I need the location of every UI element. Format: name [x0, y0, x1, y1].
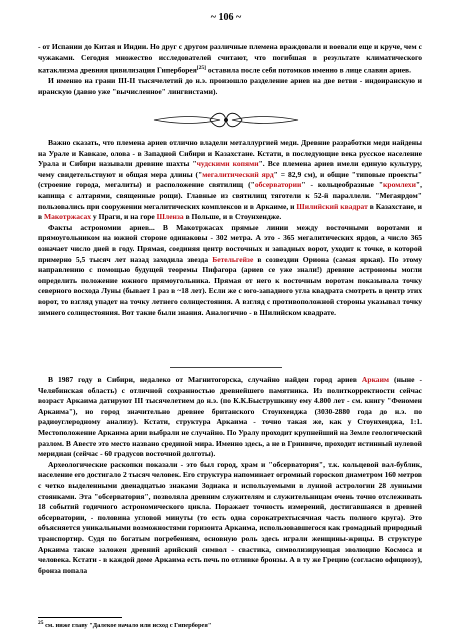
footnote-rule: [38, 617, 122, 618]
intro-block: [38, 42, 422, 97]
footnote-text: см. ниже главу "Далекое начало или исход с Гиперборея": [43, 622, 212, 630]
paragraph-astronomy: [38, 223, 422, 318]
highlighted-term: кромлехи: [383, 180, 416, 190]
text-run: Археологические раскопки показали - это был город, храм и "обсерватория", т.к. кольцевой вал-бублик, население его достигало 2 тысяч человек. Его структура напоминает огромный гороскоп диаметром 160 метров с четко выделенными двенадцатью знаками Зодиака и используемыми в лунной астрологии 28 лунными стоянками. Эта "обсерватория", позволяла древним служителям и служительницам очень точно отслеживать 18 событий годичного астрономического цикла. Поражает точность измерений, достигавшаяся в древней обсерватории, - половина угловой минуты (то есть одна сорокатрехтысячная часть полного круга). Это объясняется уникальными возможностями горизонта Аркаима, использовавшегося как громадный природный транспортир. Судя по богатым погребениям, основную роль здесь играли женщины-жрицы. В структуре Аркаима также заложен древний арийский символ - свастика, символизирующая эволюцию Космоса и человека. Кстати - в каждой доме Аркаима есть печь по отливке бронзы. А в ту же Грецию (согласно официозу), бронза попала: [38, 459, 422, 575]
section-separator: [170, 367, 282, 368]
paragraph-metallurgy: [38, 138, 422, 223]
text-run: Факты астрономии ариев... В Макотржасах прямые линии между восточными воротами и прямоугольником на южной стороне одинаковы - 302 метра. А это - 365 мегалитических ярдов, а число 365 означает число дней в году. Прямая, соединяя центр восточных и западных ворот, уходит к точке, в которой примерно 5,5 тысяч лет назад заходила звезда: [38, 222, 422, 264]
text-run: ". Все племена ариев имели единую культуру, чему свидетельствуют и общая мера длины (": [38, 159, 422, 179]
highlighted-term: обсерватории: [254, 180, 302, 190]
intro-paragraph-2: И именно на грани III-II тысячелетий до н.э. произошло разделение ариев на две ветви - индоиранскую и иранскую (давно уже "вычисленное" лингвистами).: [38, 76, 422, 96]
main-block: [38, 138, 422, 318]
text-run: у Праги, и на горе: [91, 212, 157, 222]
highlighted-term: мегалитический ярд: [202, 169, 274, 179]
text-run: в созвездии Ориона (самая яркая). По этому направлению с помощью будущей теоремы Пифагора (ариев се уже знали!) древние астрономы могли определить положение южного прямоугольника. Прямая от него к восточным воротам показывала точку северного восхода Луны (бывает 1 раз в ~18 лет). Если же с юго-западного угла квадрата смотреть в центр этих ворот, то взгляд упадет на точку летнего солнцестояния. А взгляд с противоположной стороны указывал точку зимнего солнцестояния. Вот такие были знания. Аналогично - в Шилийском квадрате.: [38, 254, 422, 317]
highlighted-term: Аркаим: [361, 375, 390, 384]
intro-paragraph-1: [38, 42, 422, 76]
highlighted-term: Бетельгейзе: [212, 254, 254, 264]
text-run: " - кольцеобразные ": [301, 180, 384, 190]
intro-text-a: - от Испании до Китая и Индии. Но друг с другом различные племена враждовали и воевали еще и круче, чем с чужаками. Сегодня множество исследователей считают, что погибшая в результате климатического катаклизма древняя цивилизация Гиперборея: [38, 42, 422, 75]
text-run: (ныне - Челябинская область) с отличной сохранностью древнейшего памятника. Из политкорректности сейчас возраст Аркаима датируют III тысячелетием до н.э. (по К.К.Быструшкину ему 4.800 лет - см. книгу "Феномен Аркаима"), но город значительно древнее британского Стоунхенджа (3030-2880 года до н.э. по радиоуглеродному анализу). Кстати, структура Аркаима - точно такая же, как у Стоунхенджа, 1:1. Местоположение Аркаима арии выбрали не случайно. По Уралу проходит крупнейший на Земле геологический разлом. В Авесте это место названо срединой мира. Именно здесь, а не в Гринвиче, проходит истинный нулевой меридиан (сейчас - 60 градусов восточной долготы).: [38, 375, 422, 459]
text-run: Важно сказать, что племена ариев отлично владели металлургией меди. Древние разработки меди найдены на Урале и Кавказе, олова - в Западной Сибири и Казахстане. Кстати, в последующие века русское население Урала и Сибири называли древние шахты ": [38, 138, 422, 169]
highlighted-term: Макотржасах: [43, 212, 92, 222]
page-number: ~ 106 ~: [210, 12, 242, 23]
highlighted-term: Шленза: [156, 212, 184, 222]
paragraph-excavations: [38, 460, 422, 577]
text-run: В 1987 году в Сибири, недалеко от Магнитогорска, случайно найден город ариев: [48, 375, 362, 384]
ornament-divider: [150, 109, 302, 131]
text-run: ", капища с алтарями, священные рощи). Главные из святилищ тяготели к 52-й параллели. "Мегаярдом" пользовались при сооружении мегалитических комплексов и в Аркаиме, и: [38, 180, 422, 211]
footnote-reference[interactable]: [25]: [196, 65, 207, 72]
intro-text-b: оставила после себя потомков именно в лице славян ариев.: [206, 65, 412, 75]
paragraph-arkaim: [38, 375, 422, 460]
text-run: " = 82,9 см), и общие "типовые проекты" (строение города, мегалиты) и расположение святилищ (": [38, 169, 423, 190]
highlighted-term: чудскими копями: [196, 159, 259, 169]
highlighted-term: Шилийский квадрат: [296, 201, 368, 211]
text-run: в Казахстане, и в: [38, 201, 422, 222]
footnote: [38, 620, 422, 629]
footnote-number: 25: [38, 620, 44, 626]
text-run: в Польше, и в Стоунхендже.: [183, 212, 282, 222]
arkaim-block: [38, 375, 422, 576]
